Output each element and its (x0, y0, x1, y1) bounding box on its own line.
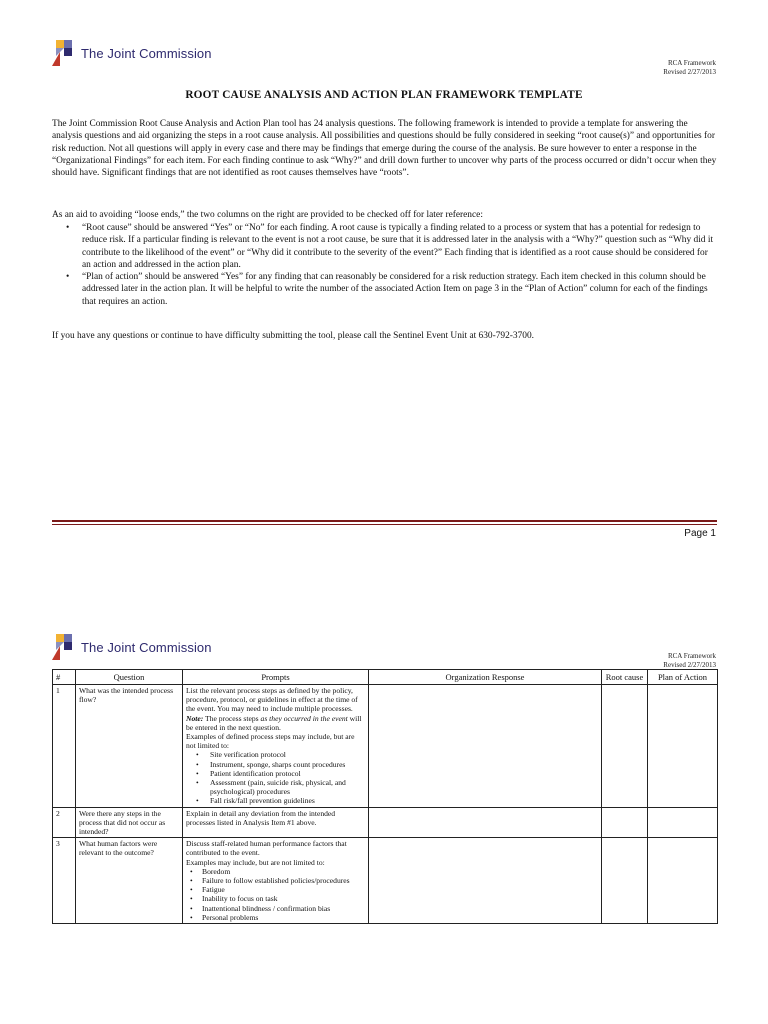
row-prompts (183, 807, 369, 838)
row-question: Were there any steps in the process that did not occur as intended? (76, 807, 183, 838)
list-item: • Failure to follow established policies/procedures (190, 876, 350, 886)
plan-of-action-bullet: “Plan of action” should be answered “Yes” for any finding that can reasonably be considered for a risk reduction strategy. Each item checked in this column should be addressed later in the action plan. It will be helpful to write the number of the associated Action Item on page 3 in the “Plan of Action” column for each of the findings that requires an action. (82, 272, 708, 307)
rca-table (52, 669, 718, 924)
list-item: • Patient identification protocol (196, 768, 301, 778)
example-item: Fatigue (202, 885, 225, 895)
prompt-intro: Explain in detail any deviation from the intended processes listed in Analysis Item #1 above. (186, 808, 336, 827)
example-item: Inability to focus on task (202, 894, 278, 904)
logo-text: The Joint Commission (81, 45, 212, 61)
list-item: • “Root cause” should be answered “Yes” or “No” for each finding. A root cause is typically a finding related to a process or system that has a potential for redesign to reduce risk. If a particular finding is relevant to the event is not a root cause, be sure that it is addressed later in the analysis with a “Why?” question such as “Why did it contribute to the likelihood of the event” or “Why did it contribute to the severity of the event?” Each finding that is identified as a root cause should be considered for an action and addressed in the action plan. (66, 223, 714, 270)
prompt-examples: Examples may include, but are not limited to: (186, 857, 325, 867)
revision-line2: Revised 2/27/2013 (663, 68, 716, 76)
row-number: 1 (53, 685, 76, 808)
row-prompts (183, 685, 369, 808)
root-cause-cell[interactable] (602, 838, 648, 924)
list-item: • Assessment (pain, suicide risk, physical, and psychological) procedures (196, 778, 346, 797)
table-row (53, 838, 718, 924)
col-header-prompts: Prompts (183, 670, 369, 685)
table-header-row (53, 670, 718, 685)
list-item: • “Plan of action” should be answered “Yes” for any finding that can reasonably be considered for a risk reduction strategy. Each item checked in this column should be addressed later in the action plan. It will be helpful to write the number of the associated Action Item on page 3 in the “Plan of Action” column for each of the findings that requires an action. (66, 272, 708, 307)
logo (52, 634, 212, 660)
example-item: Instrument, sponge, sharps count procedures (210, 759, 346, 769)
note-text: The process steps (203, 713, 261, 723)
list-item: • Fall risk/fall prevention guidelines (196, 796, 315, 806)
prompt-intro: Discuss staff-related human performance factors that contributed to the event. (186, 839, 347, 858)
page-title: ROOT CAUSE ANALYSIS AND ACTION PLAN FRAMEWORK TEMPLATE (185, 89, 583, 101)
revision-line1: RCA Framework (667, 59, 716, 67)
list-item: • Boredom (190, 866, 231, 876)
page-number: Page 1 (684, 528, 716, 539)
list-item: • Fatigue (190, 885, 225, 895)
response-cell[interactable] (369, 838, 602, 924)
table-row (53, 807, 718, 838)
plan-of-action-cell[interactable] (648, 838, 718, 924)
note-end: will be entered in the next question. (186, 713, 362, 732)
example-item: Assessment (pain, suicide risk, physical, and psychological) procedures (210, 778, 346, 797)
row-number: 2 (53, 807, 76, 838)
col-header-number: # (53, 670, 76, 685)
example-item: Failure to follow established policies/procedures (202, 876, 350, 886)
footer-divider (52, 520, 717, 522)
contact-paragraph: If you have any questions or continue to have difficulty submitting the tool, please call the Sentinel Event Unit at 630-792-3700. (52, 331, 535, 341)
row-question: What human factors were relevant to the outcome? (76, 838, 183, 924)
prompt-note (186, 714, 365, 732)
root-cause-cell[interactable] (602, 685, 648, 808)
logo (52, 40, 212, 66)
list-item: • Site verification protocol (196, 750, 286, 760)
note-label: Note: (186, 713, 204, 723)
example-item: Patient identification protocol (210, 768, 301, 778)
intro-paragraph: The Joint Commission Root Cause Analysis and Action Plan tool has 24 analysis questions. The following framework is intended to provide a template for answering the analysis questions and aid organizing the steps in a root cause analysis. All possibilities and questions should be fully considered in seeking “root cause(s)” and opportunities for risk reduction. Not all questions will apply in every case and there may be findings that emerge during the course of the analysis. Be sure however to enter a response in the “Organizational Findings” for each item. For each finding continue to ask “Why?” and drill down further to uncover why parts of the process occurred or didn’t occur when they should have. Significant findings that are not identified as root causes themselves have “roots”. (52, 119, 717, 179)
joint-commission-logo-icon (52, 634, 76, 660)
example-item: Fall risk/fall prevention guidelines (210, 796, 315, 806)
root-cause-bullet: “Root cause” should be answered “Yes” or “No” for each finding. A root cause is typically a finding related to a process or system that has a potential for redesign to reduce risk. If a particular finding is relevant to the event is not a root cause, be sure that it is addressed later in the analysis with a “Why?” question such as “Why did it contribute to the likelihood of the event” or “Why did it contribute to the severity of the event?” Each finding that is identified as a root cause should be considered for an action and addressed in the action plan. (82, 223, 714, 270)
prompt-examples: Examples of defined process steps may include, but are not limited to: (186, 732, 355, 751)
note-italic: as they occurred in the event (260, 713, 348, 723)
row-number: 3 (53, 838, 76, 924)
prompt-intro: List the relevant process steps as defined by the policy, procedure, protocol, or guidelines in effect at the time of the event. You may need to include multiple processes. (186, 686, 358, 714)
list-item: • Inability to focus on task (190, 894, 278, 904)
aid-paragraph: As an aid to avoiding “loose ends,” the two columns on the right are provided to be checked off for later reference: (52, 210, 483, 220)
row-prompts (183, 838, 369, 924)
list-item: • Instrument, sponge, sharps count procedures (196, 759, 346, 769)
response-cell[interactable] (369, 807, 602, 838)
revision-line2: Revised 2/27/2013 (663, 661, 716, 669)
plan-of-action-cell[interactable] (648, 807, 718, 838)
revision-info (663, 59, 716, 77)
col-header-root-cause: Root cause (602, 670, 648, 685)
logo-text: The Joint Commission (81, 639, 212, 655)
joint-commission-logo-icon (52, 40, 76, 66)
revision-line1: RCA Framework (667, 652, 716, 660)
instruction-list (52, 222, 717, 308)
revision-info (663, 652, 716, 670)
example-item: Inattentional blindness / confirmation bias (202, 903, 331, 913)
col-header-question: Question (76, 670, 183, 685)
root-cause-cell[interactable] (602, 807, 648, 838)
plan-of-action-cell[interactable] (648, 685, 718, 808)
list-item: • Inattentional blindness / confirmation bias (190, 903, 331, 913)
example-item: Boredom (202, 866, 231, 876)
row-question: What was the intended process flow? (76, 685, 183, 808)
col-header-org-response: Organization Response (369, 670, 602, 685)
col-header-plan-of-action: Plan of Action (648, 670, 718, 685)
list-item: • Personal problems (190, 912, 259, 922)
table-row (53, 685, 718, 808)
response-cell[interactable] (369, 685, 602, 808)
example-item: Personal problems (202, 912, 259, 922)
example-item: Site verification protocol (210, 750, 286, 760)
footer-divider-thin (52, 524, 717, 525)
